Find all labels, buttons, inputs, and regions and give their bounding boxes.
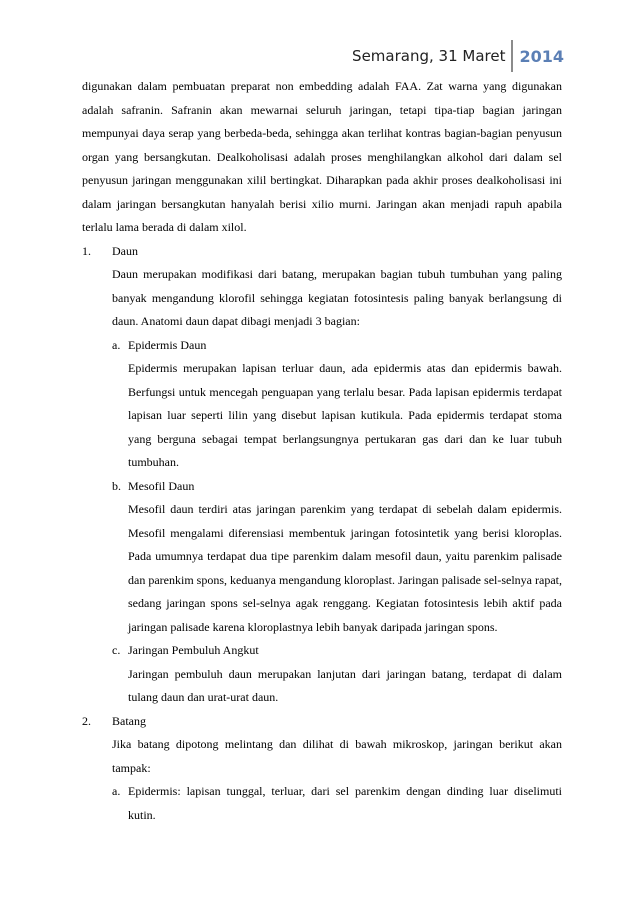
subsection-paragraph: Jaringan pembuluh daun merupakan lanjutan dari jaringan batang, terdapat di dalam tulang daun dan urat-urat daun. (128, 666, 562, 704)
subsection-mesofil-daun (112, 475, 562, 640)
section-paragraph: Jika batang dipotong melintang dan dilihat di bawah mikroskop, jaringan berikut akan tampak: (112, 737, 562, 775)
intro-paragraph: digunakan dalam pembuatan preparat non embedding adalah FAA. Zat warna yang digunakan adalah safranin. Safranin akan mewarnai seluruh jaringan, tetapi tipa-tiap bagian jaringan mempunyai daya serap yang berbeda-beda, sehingga akan terlihat kontras bagian-bagian penyusun organ yang bersangkutan. Dealkoholisasi adalah proses menghilangkan alkohol dari dalam sel penyusun jaringan menggunakan xilil bertingkat. Diharapkan pada akhir proses dealkoholisasi ini dalam jaringan bersangkutan hanyalah berisi xilio murni. Jaringan akan menjadi rapuh apabila terlalu lama berada di dalam xilol. (82, 79, 562, 234)
section-number: 2. (82, 713, 91, 728)
subsection-letter: c. (112, 643, 121, 657)
subsection-paragraph: Epidermis: lapisan tunggal, terluar, dari sel parenkim dengan dinding luar diselimuti kutin. (128, 784, 562, 822)
section-title: Daun (112, 243, 138, 258)
subsection-letter: a. (112, 784, 121, 798)
subsection-title: Jaringan Pembuluh Angkut (128, 643, 259, 657)
subsection-paragraph: Epidermis merupakan lapisan terluar daun, ada epidermis atas dan epidermis bawah. Berfungsi untuk mencegah penguapan yang terlalu besar. Pada lapisan epidermis terdapat lapisan luar seperti lilin yang disebut lapisan kutikula. Pada epidermis terdapat stoma yang berguna sebagai tempat berlangsungnya pertukaran gas dari dan ke luar tubuh tumbuhan. (128, 361, 562, 469)
subsection-letter: a. (112, 337, 121, 352)
section-number: 1. (82, 243, 91, 258)
subsection-title: Mesofil Daun (128, 478, 195, 493)
page-header (352, 40, 564, 72)
section-title: Batang (112, 713, 146, 728)
subsection-letter: b. (112, 478, 121, 493)
header-year: 2014 (519, 46, 564, 66)
subsection-title: Epidermis Daun (128, 337, 207, 352)
subsection-epidermis-daun (112, 334, 562, 475)
section-daun (82, 240, 562, 710)
subsection-jaringan-pembuluh (112, 639, 562, 710)
subsection-epidermis-batang (112, 780, 562, 827)
section-batang (82, 710, 562, 828)
document-body (82, 75, 562, 827)
header-date: Semarang, 31 Maret (352, 47, 506, 65)
subsection-paragraph: Mesofil daun terdiri atas jaringan parenkim yang terdapat di sebelah dalam epidermis. Mesofil mengalami diferensiasi membentuk jaringan fotosintetik yang berisi kloroplas. Pada umumnya terdapat dua tipe parenkim dalam mesofil daun, yaitu parenkim palisade dan parenkim spons, keduanya mengandung kloroplast. Jaringan palisade sel-selnya rapat, sedang jaringan spons sel-selnya agak renggang. Kegiatan fotosintesis lebih aktif pada jaringan palisade karena kloroplastnya lebih banyak daripada jaringan spons. (128, 502, 562, 634)
section-paragraph: Daun merupakan modifikasi dari batang, merupakan bagian tubuh tumbuhan yang paling banyak mengandung klorofil sehingga kegiatan fotosintesis paling banyak berlangsung di daun. Anatomi daun dapat dibagi menjadi 3 bagian: (112, 267, 562, 328)
